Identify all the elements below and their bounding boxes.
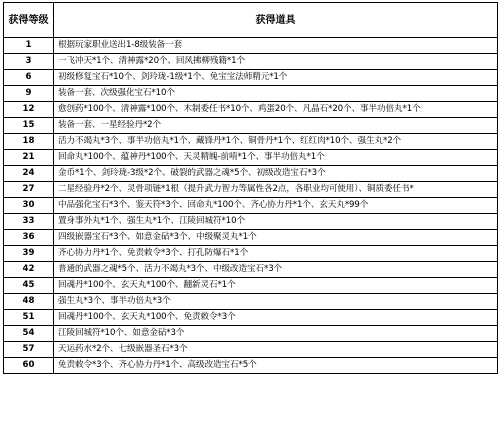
level-cell: 45 bbox=[4, 278, 54, 294]
level-cell: 12 bbox=[4, 102, 54, 118]
level-reward-table bbox=[3, 2, 498, 374]
table-row bbox=[4, 310, 498, 326]
items-cell: 天运药水*2个、七级嵌器圣石*3个 bbox=[54, 342, 498, 358]
table-row bbox=[4, 246, 498, 262]
level-cell: 24 bbox=[4, 166, 54, 182]
items-cell: 装备一套、次级强化宝石*10个 bbox=[54, 86, 498, 102]
level-cell: 48 bbox=[4, 294, 54, 310]
items-cell: 回魂丹*100个、玄天丸*100个、翻新灵石*1个 bbox=[54, 278, 498, 294]
table-row bbox=[4, 38, 498, 54]
table-row bbox=[4, 150, 498, 166]
table-row bbox=[4, 70, 498, 86]
table-row bbox=[4, 182, 498, 198]
items-cell: 中品强化宝石*3个、鉴天符*3个、回命丸*100个、齐心协力丹*1个、玄天丸*99个 bbox=[54, 198, 498, 214]
table-header-row bbox=[4, 3, 498, 38]
header-items: 获得道具 bbox=[54, 3, 498, 38]
items-cell: 置身事外丸*1个、强生丸*1个、江陵回城符*10个 bbox=[54, 214, 498, 230]
table-row bbox=[4, 294, 498, 310]
items-cell: 根据玩家职业送出1-8级装备一套 bbox=[54, 38, 498, 54]
level-cell: 39 bbox=[4, 246, 54, 262]
level-cell: 60 bbox=[4, 358, 54, 374]
table-body bbox=[4, 38, 498, 374]
table-row bbox=[4, 262, 498, 278]
level-cell: 36 bbox=[4, 230, 54, 246]
level-cell: 21 bbox=[4, 150, 54, 166]
level-cell: 6 bbox=[4, 70, 54, 86]
table-row bbox=[4, 342, 498, 358]
level-cell: 30 bbox=[4, 198, 54, 214]
table-row bbox=[4, 230, 498, 246]
level-cell: 15 bbox=[4, 118, 54, 134]
table-row bbox=[4, 358, 498, 374]
items-cell: 四级嵌器宝石*3个、如意金砧*3个、中级聚灵丸*1个 bbox=[54, 230, 498, 246]
items-cell: 金币*1个、剑玲珑-3级*2个、破裂的武器之魂*5个、初级改造宝石*3个 bbox=[54, 166, 498, 182]
items-cell: 一飞冲天*1个、清神露*20个、回风拂柳残籍*1个 bbox=[54, 54, 498, 70]
items-cell: 免责敕令*3个、齐心协力丹*1个、高级改造宝石*5个 bbox=[54, 358, 498, 374]
level-cell: 51 bbox=[4, 310, 54, 326]
level-cell: 3 bbox=[4, 54, 54, 70]
table-row bbox=[4, 102, 498, 118]
items-cell: 二星经验丹*2个、灵骨项链*1根（提升武力智力等属性各2点，各职业均可使用）、铜质委任书* bbox=[54, 182, 498, 198]
table-row bbox=[4, 134, 498, 150]
level-cell: 27 bbox=[4, 182, 54, 198]
level-cell: 54 bbox=[4, 326, 54, 342]
level-cell: 57 bbox=[4, 342, 54, 358]
header-level: 获得等级 bbox=[4, 3, 54, 38]
level-cell: 18 bbox=[4, 134, 54, 150]
table-row bbox=[4, 86, 498, 102]
items-cell: 普通的武器之魂*5个、活力不竭丸*3个、中级改造宝石*3个 bbox=[54, 262, 498, 278]
items-cell: 齐心协力丹*1个、免责敕令*3个、打孔防爆石*1个 bbox=[54, 246, 498, 262]
items-cell: 江陵回城符*10个、如意金砧*3个 bbox=[54, 326, 498, 342]
level-cell: 9 bbox=[4, 86, 54, 102]
items-cell: 愈创药*100个、清神露*100个、木制委任书*10个、鸡蛋20个、凡晶石*20个、事半功倍丸*1个 bbox=[54, 102, 498, 118]
table-row bbox=[4, 326, 498, 342]
items-cell: 强生丸*3个、事半功倍丸*3个 bbox=[54, 294, 498, 310]
reward-table-container bbox=[3, 2, 497, 374]
table-row bbox=[4, 166, 498, 182]
level-cell: 33 bbox=[4, 214, 54, 230]
items-cell: 装备一套、一星经验丹*2个 bbox=[54, 118, 498, 134]
items-cell: 初级修复宝石*10个、剑玲珑-1级*1个、免宝宝法师精元*1个 bbox=[54, 70, 498, 86]
table-row bbox=[4, 54, 498, 70]
level-cell: 1 bbox=[4, 38, 54, 54]
level-cell: 42 bbox=[4, 262, 54, 278]
table-row bbox=[4, 214, 498, 230]
table-row bbox=[4, 198, 498, 214]
table-row bbox=[4, 278, 498, 294]
items-cell: 回命丸*100个、蕴神丹*100个、天灵精魄-前啃*1个、事半功倍丸*1个 bbox=[54, 150, 498, 166]
items-cell: 回魂丹*100个、玄天丸*100个、免责敕令*3个 bbox=[54, 310, 498, 326]
items-cell: 活力不竭丸*3个、事半功倍丸*1个、藏锋丹*1个、铜骨丹*1个、红红肉*10个、强生丸*2个 bbox=[54, 134, 498, 150]
table-row bbox=[4, 118, 498, 134]
